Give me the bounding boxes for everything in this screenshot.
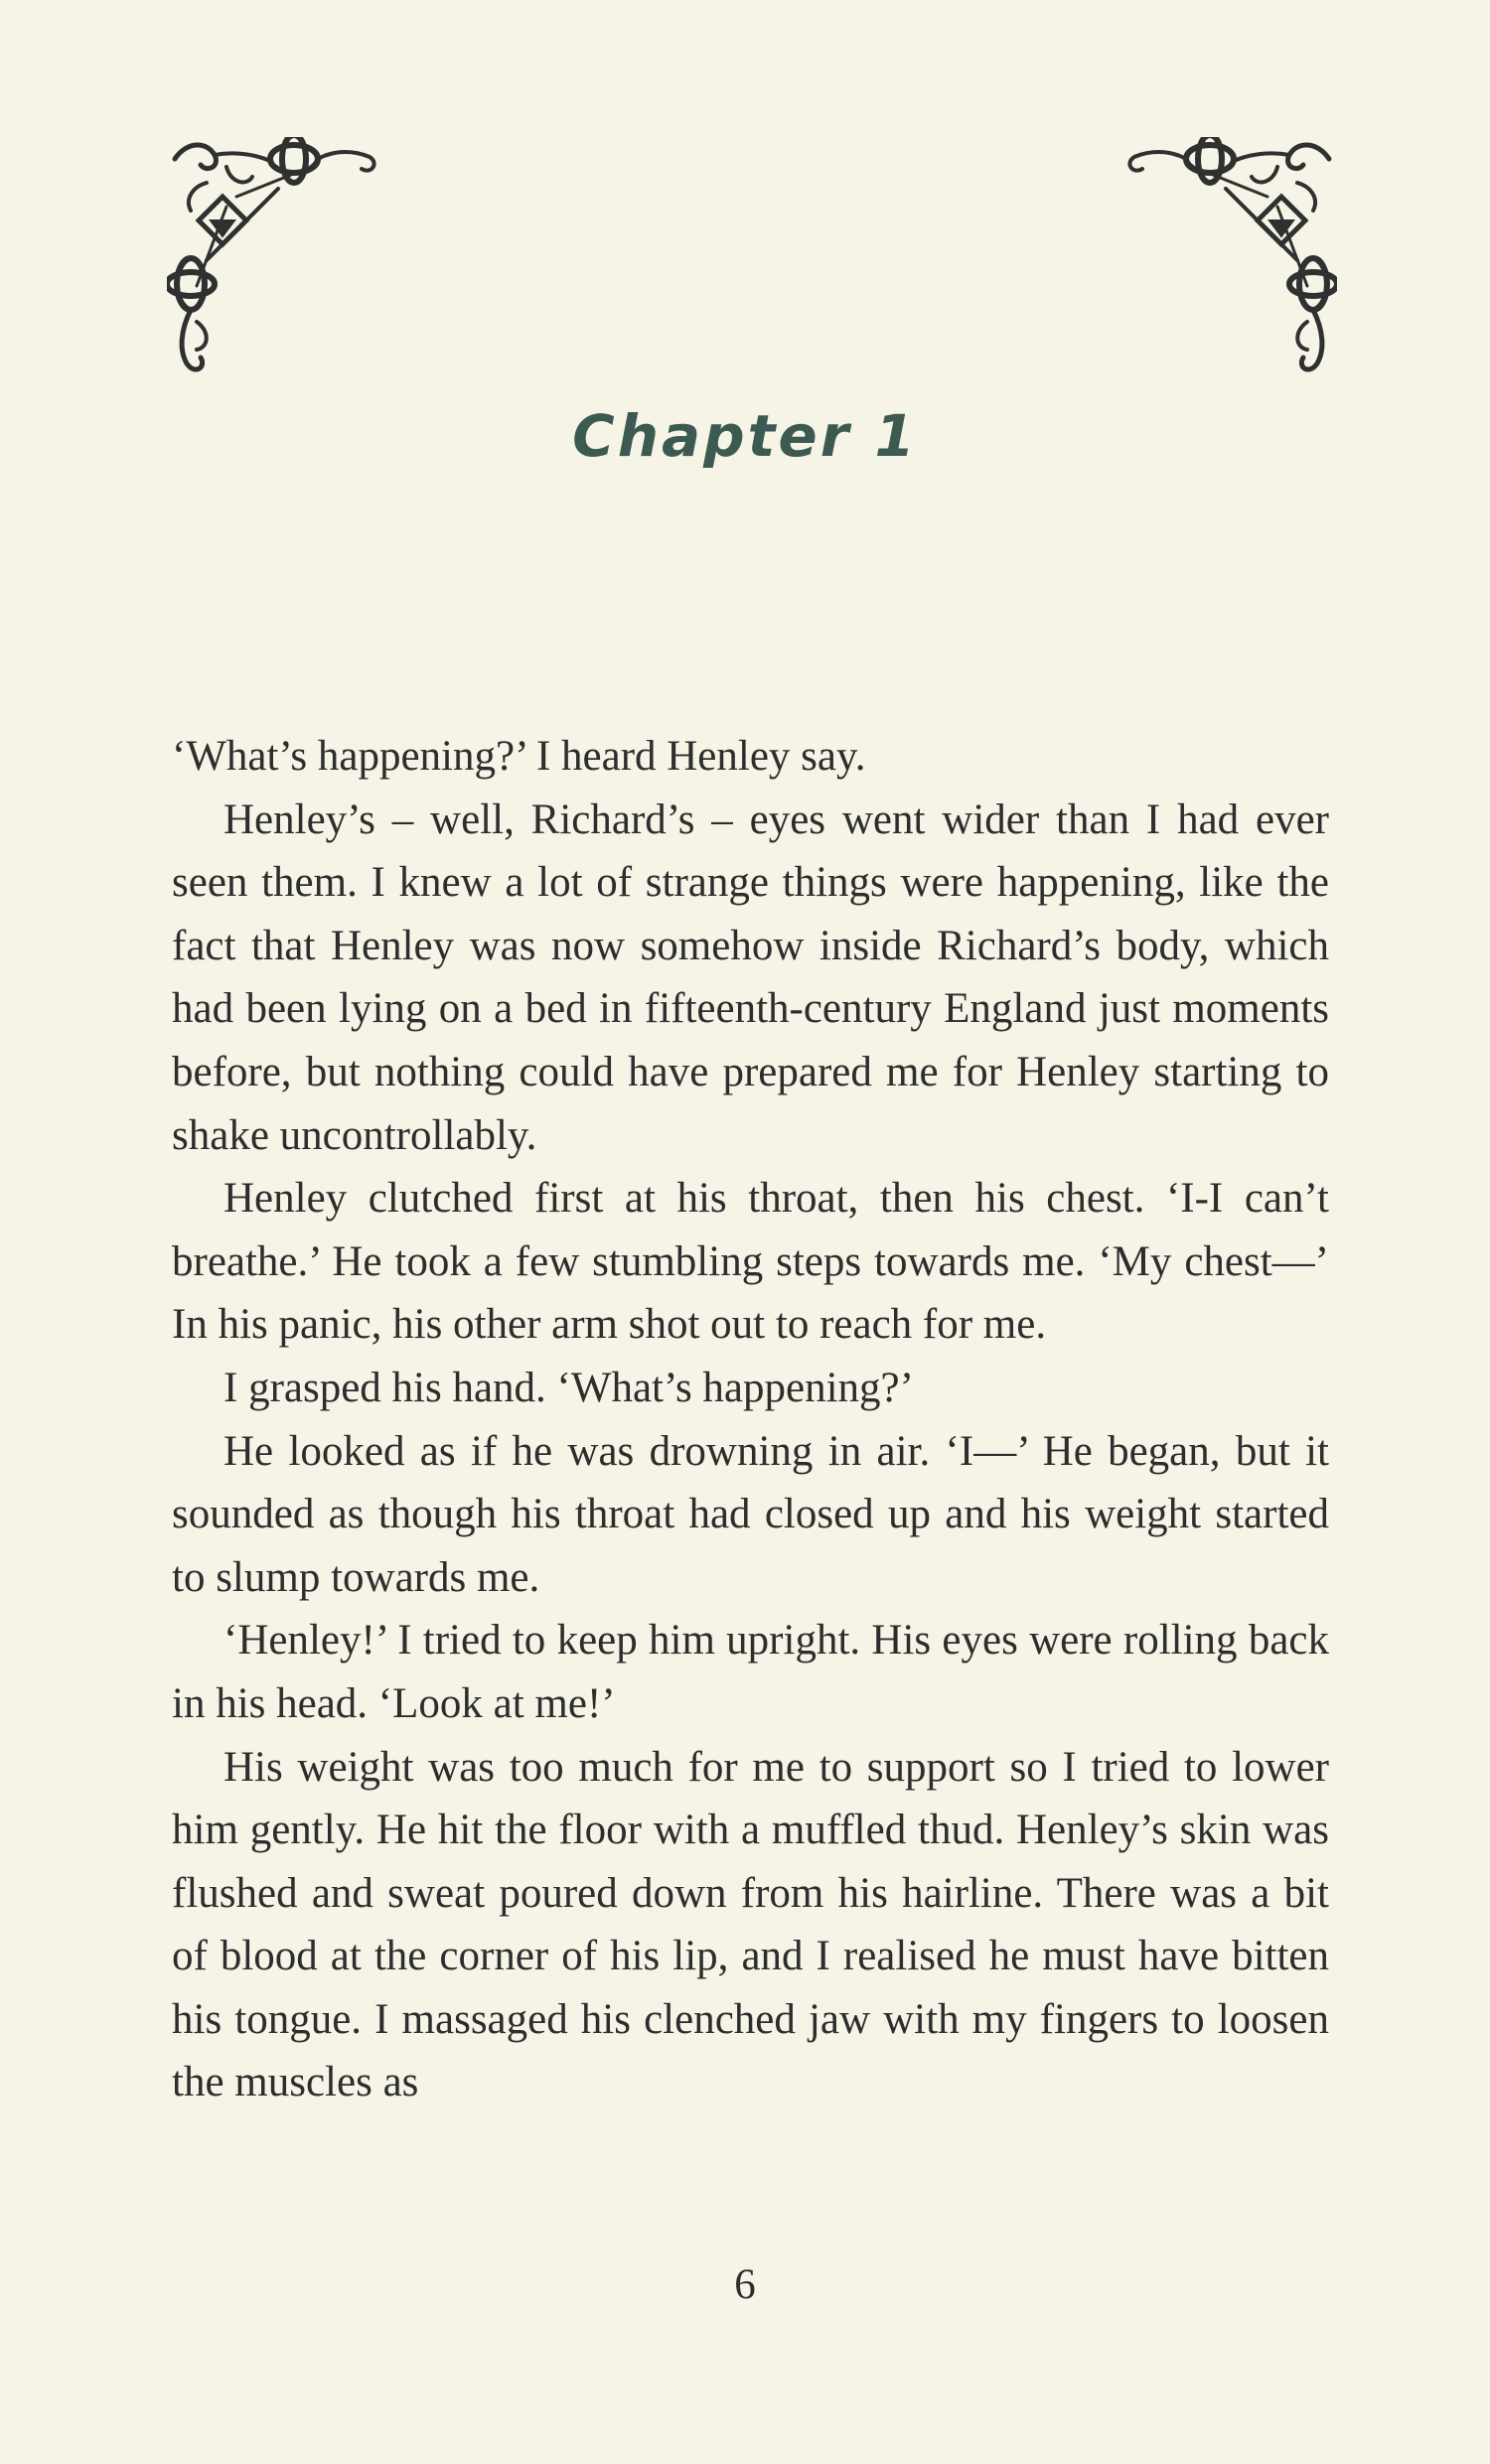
page-number: 6 (734, 2261, 756, 2308)
chapter-body (172, 725, 1329, 2114)
paragraph: He looked as if he was drowning in air. ‘I—’ He began, but it sounded as though his throat had closed up and his weight started to slump towards me. (172, 1427, 1329, 1601)
paragraph: ‘What’s happening?’ I heard Henley say. (172, 733, 866, 780)
corner-ornament-right-icon (1111, 137, 1337, 387)
corner-ornament-left-icon (167, 137, 393, 387)
paragraph: ‘Henley!’ I tried to keep him upright. His eyes were rolling back in his head. ‘Look at me!’ (172, 1617, 1329, 1727)
paragraph: Henley clutched first at his throat, then his chest. ‘I-I can’t breathe.’ He took a few stumbling steps towards me. ‘My chest—’ In his panic, his other arm shot out to reach for me. (172, 1175, 1329, 1349)
chapter-title: Chapter 1 (572, 402, 918, 470)
corner-ornament-icon (167, 137, 393, 387)
paragraph: Henley’s – well, Richard’s – eyes went wider than I had ever seen them. I knew a lot of strange things were happening, like the fact that Henley was now somehow inside Richard’s body, which had been lying on a bed in fifteenth-century England just moments before, but nothing could have prepared me for Henley starting to shake uncontrollably. (172, 796, 1329, 1159)
corner-ornament-icon (1111, 137, 1337, 387)
paragraph: I grasped his hand. ‘What’s happening?’ (224, 1364, 914, 1411)
paragraph: His weight was too much for me to support so I tried to lower him gently. He hit the floor with a muffled thud. Henley’s skin was flushed and sweat poured down from his hairline. There was a bit of blood at the corner of his lip, and I realised he must have bitten his tongue. I massaged his clenched jaw with my fingers to loosen the muscles as (172, 1743, 1329, 2106)
